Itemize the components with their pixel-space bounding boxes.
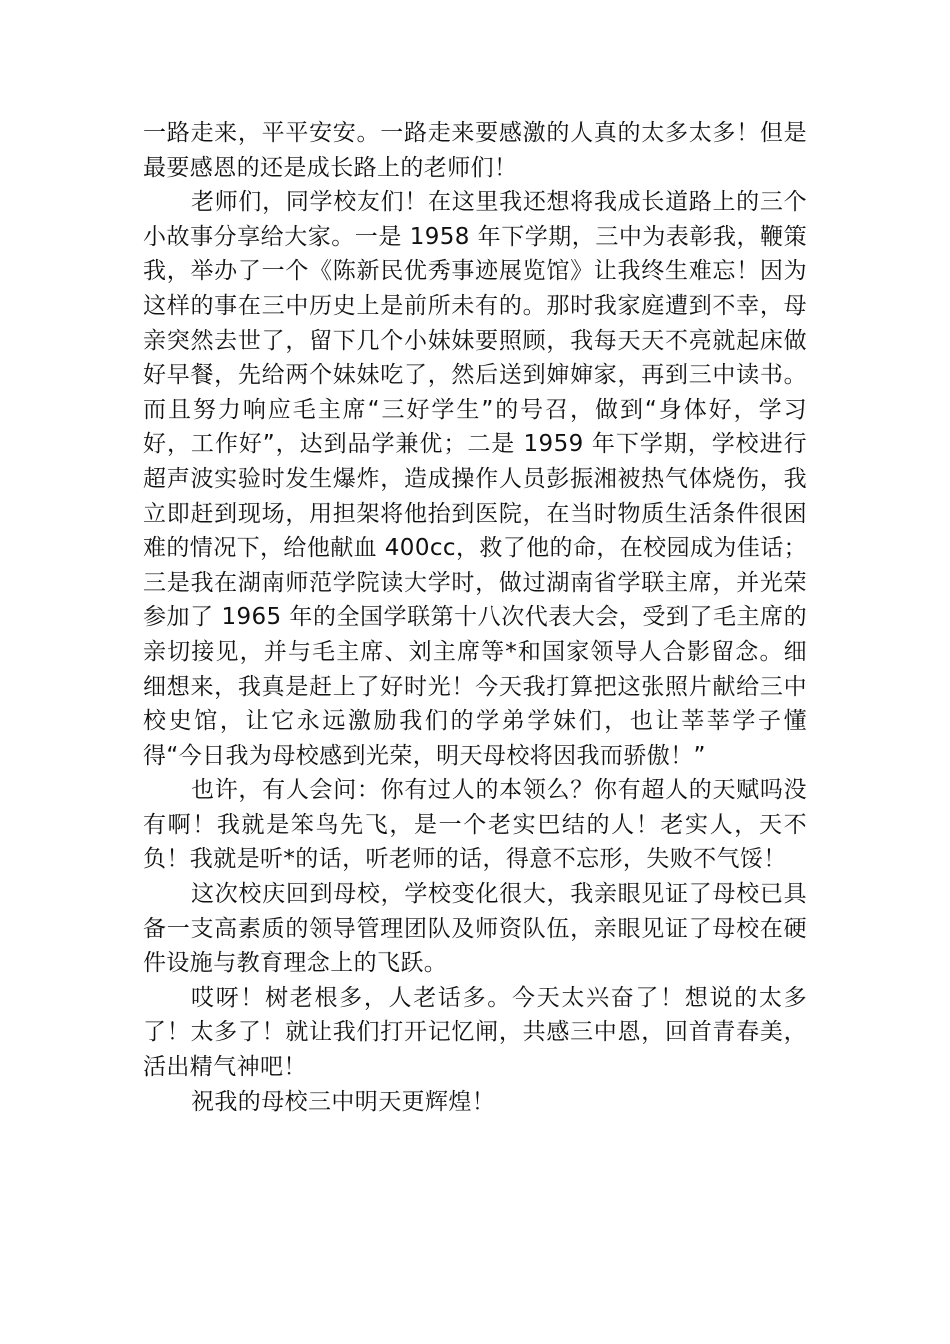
paragraph-2: 老师们，同学校友们！在这里我还想将我成长道路上的三个小故事分享给大家。一是 1958 年下学期，三中为表彰我，鞭策我，举办了一个《陈新民优秀事迹展览馆》让我终生难忘！因为这样的事在三中历史上是前所未有的。那时我家庭遭到不幸，母亲突然去世了，留下几个小妹妹要照顾，我每天天不亮就起床做好早餐，先给两个妹妹吃了，然后送到婶婶家，再到三中读书。而且努力响应毛主席“三好学生”的号召，做到“身体好，学习好，工作好”，达到品学兼优；二是 1959 年下学期，学校进行超声波实验时发生爆炸，造成操作人员彭振湘被热气体烧伤，我立即赶到现场，用担架将他抬到医院，在当时物质生活条件很困难的情况下，给他献血 400cc，救了他的命，在校园成为佳话；三是我在湖南师范学院读大学时，做过湖南省学联主席，并光荣参加了 1965 年的全国学联第十八次代表大会，受到了毛主席的亲切接见，并与毛主席、刘主席等*和国家领导人合影留念。细细想来，我真是赶上了好时光！今天我打算把这张照片献给三中校史馆，让它永远激励我们的学弟学妹们，也让莘莘学子懂得“今日我为母校感到光荣，明天母校将因我而骄傲！” [143,189,807,769]
document-body [143,116,807,1119]
paragraph-5: 哎呀！树老根多，人老话多。今天太兴奋了！想说的太多了！太多了！就让我们打开记忆闸，共感三中恩，回首青春美，活出精气神吧！ [143,984,807,1081]
paragraph-4: 这次校庆回到母校，学校变化很大，我亲眼见证了母校已具备一支高素质的领导管理团队及师资队伍，亲眼见证了母校在硬件设施与教育理念上的飞跃。 [143,881,807,977]
paragraph-6: 祝我的母校三中明天更辉煌！ [191,1088,496,1115]
paragraph-1: 一路走来，平平安安。一路走来要感激的人真的太多太多！但是最要感恩的还是成长路上的老师们！ [143,120,807,181]
paragraph-3: 也许，有人会问：你有过人的本领么？你有超人的天赋吗没有啊！我就是笨鸟先飞，是一个老实巴结的人！老实人，天不负！我就是听*的话，听老师的话，得意不忘形，失败不气馁！ [143,777,807,873]
